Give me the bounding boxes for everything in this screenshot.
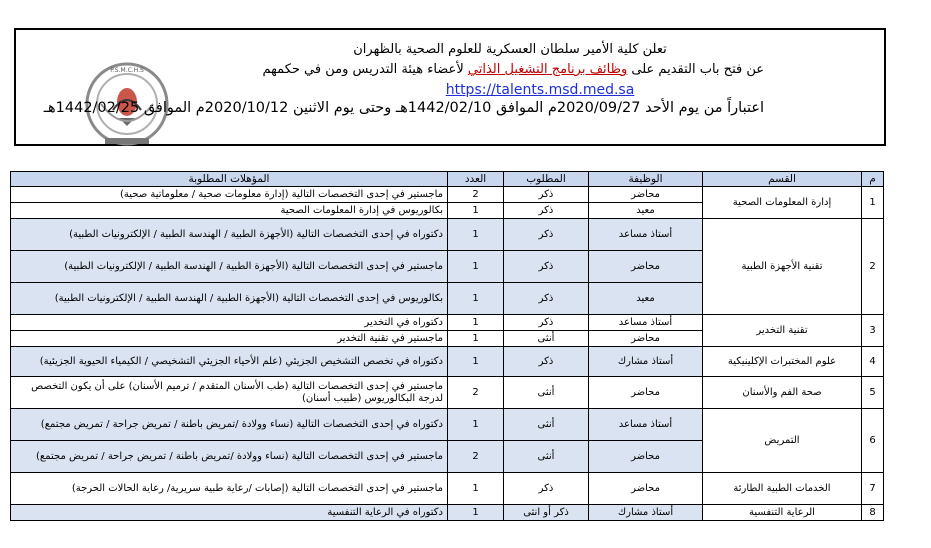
row-count: 1	[448, 251, 504, 283]
row-job: أستاذ مساعد	[589, 219, 703, 251]
announcement-subtitle	[262, 62, 764, 78]
row-count: 1	[448, 505, 504, 521]
col-header-dept: القسم	[703, 172, 862, 187]
row-count: 2	[448, 377, 504, 409]
row-req: أنثى	[504, 331, 589, 347]
row-num: 1	[862, 187, 884, 219]
row-num: 5	[862, 377, 884, 409]
row-req: ذكر	[504, 219, 589, 251]
url-line	[316, 82, 764, 99]
row-qual: دكتوراه في التخدير	[11, 315, 448, 331]
row-qual: دكتوراه في الرعاية التنفسية	[11, 505, 448, 521]
row-num: 3	[862, 315, 884, 347]
row-dept: الرعاية التنفسية	[703, 505, 862, 521]
jobs-table	[10, 171, 884, 521]
col-header-job: الوظيفة	[589, 172, 703, 187]
col-header-count: العدد	[448, 172, 504, 187]
row-count: 1	[448, 331, 504, 347]
row-qual: ماجستير في إحدى التخصصات التالية (طب الأسنان المتقدم / ترميم الأسنان) على أن يكون التخصص لدرجة البكالوريوس (طبيب أسنان)	[11, 377, 448, 409]
row-req: أنثى	[504, 441, 589, 473]
row-num: 4	[862, 347, 884, 377]
row-dept: إدارة المعلومات الصحية	[703, 187, 862, 219]
row-count: 2	[448, 441, 504, 473]
announcement-box	[14, 28, 886, 146]
col-header-qual: المؤهلات المطلوبة	[11, 172, 448, 187]
row-count: 1	[448, 315, 504, 331]
table-row	[11, 377, 884, 409]
row-job: محاضر	[589, 331, 703, 347]
row-count: 1	[448, 473, 504, 505]
row-req: أنثى	[504, 377, 589, 409]
table-row	[11, 315, 884, 331]
table-row	[11, 505, 884, 521]
row-req: ذكر	[504, 203, 589, 219]
row-qual: ماجستير في إحدى التخصصات التالية (نساء وولادة /تمريض باطنة / تمريض جراحة / تمريض مجتمع)	[11, 441, 448, 473]
row-job: أستاذ مساعد	[589, 409, 703, 441]
row-count: 1	[448, 347, 504, 377]
row-req: ذكر	[504, 283, 589, 315]
row-qual: بكالوريوس في إدارة المعلومات الصحية	[11, 203, 448, 219]
row-num: 6	[862, 409, 884, 473]
announcement-title: تعلن كلية الأمير سلطان العسكرية للعلوم الصحية بالظهران	[353, 42, 667, 57]
row-count: 1	[448, 219, 504, 251]
row-req: أنثى	[504, 409, 589, 441]
row-qual: دكتوراه في تخصص التشخيص الجزيئي (علم الأحياء الجزيئي التشخيصي / الكيمياء الحيوية الجزيئية)	[11, 347, 448, 377]
row-count: 1	[448, 203, 504, 219]
row-job: محاضر	[589, 441, 703, 473]
col-header-num: م	[862, 172, 884, 187]
row-qual: ماجستير في إحدى التخصصات التالية (إدارة معلومات صحية / معلوماتية صحية)	[11, 187, 448, 203]
row-dept: الخدمات الطبية الطارئة	[703, 473, 862, 505]
talents-url-link[interactable]: https://talents.msd.med.sa	[445, 82, 635, 98]
row-count: 2	[448, 187, 504, 203]
table-row	[11, 473, 884, 505]
row-req: ذكر	[504, 473, 589, 505]
table-row	[11, 347, 884, 377]
row-job: معيد	[589, 283, 703, 315]
row-qual: دكتوراه في إحدى التخصصات التالية (نساء وولادة /تمريض باطنة / تمريض جراحة / تمريض مجتمع)	[11, 409, 448, 441]
row-qual: ماجستير في إحدى التخصصات التالية (الأجهزة الطبية / الهندسة الطبية / الإلكترونيات الطبية)	[11, 251, 448, 283]
table-row	[11, 187, 884, 203]
row-job: محاضر	[589, 473, 703, 505]
row-count: 1	[448, 409, 504, 441]
row-job: محاضر	[589, 251, 703, 283]
row-num: 2	[862, 219, 884, 315]
self-operation-jobs-link[interactable]: وظائف برنامج التشغيل الذاتي	[467, 62, 628, 77]
row-job: أستاذ مساعد	[589, 315, 703, 331]
row-job: محاضر	[589, 377, 703, 409]
row-job: معيد	[589, 203, 703, 219]
table-row	[11, 409, 884, 441]
subtitle-start: عن فتح باب التقديم على	[627, 62, 764, 77]
row-req: ذكر	[504, 315, 589, 331]
row-req: ذكر	[504, 251, 589, 283]
row-num: 7	[862, 473, 884, 505]
row-qual: ماجستير في تقنية التخدير	[11, 331, 448, 347]
logo-lettering: P.S.M.C.H.S	[110, 67, 144, 74]
row-req: ذكر أو انثى	[504, 505, 589, 521]
row-count: 1	[448, 283, 504, 315]
row-req: ذكر	[504, 187, 589, 203]
row-dept: التمريض	[703, 409, 862, 473]
row-dept: تقنية الأجهزة الطبية	[703, 219, 862, 315]
row-job: أستاذ مشارك	[589, 347, 703, 377]
row-qual: دكتوراه في إحدى التخصصات التالية (الأجهزة الطبية / الهندسة الطبية / الإلكترونيات الطبية)	[11, 219, 448, 251]
subtitle-end: لأعضاء هيئة التدريس ومن في حكمهم	[262, 62, 468, 77]
col-header-req: المطلوب	[504, 172, 589, 187]
row-qual: ماجستير في إحدى التخصصات التالية (إصابات /رعاية طبية سريرية/ رعاية الحالات الحرجة)	[11, 473, 448, 505]
row-qual: بكالوريوس في إحدى التخصصات التالية (الأجهزة الطبية / الهندسة الطبية / الإلكترونيات الطبية)	[11, 283, 448, 315]
row-req: ذكر	[504, 347, 589, 377]
row-dept: تقنية التخدير	[703, 315, 862, 347]
row-job: أستاذ مشارك	[589, 505, 703, 521]
application-dates: اعتباراً من يوم الأحد 2020/09/27م الموافق 1442/02/10هـ وحتى يوم الاثنين 2020/10/12م الموافق 1442/02/25هـ	[43, 100, 764, 116]
table-header-row	[11, 172, 884, 187]
row-job: محاضر	[589, 187, 703, 203]
table-row	[11, 219, 884, 251]
row-dept: علوم المختبرات الإكلينيكية	[703, 347, 862, 377]
row-num: 8	[862, 505, 884, 521]
row-dept: صحة الفم والأسنان	[703, 377, 862, 409]
